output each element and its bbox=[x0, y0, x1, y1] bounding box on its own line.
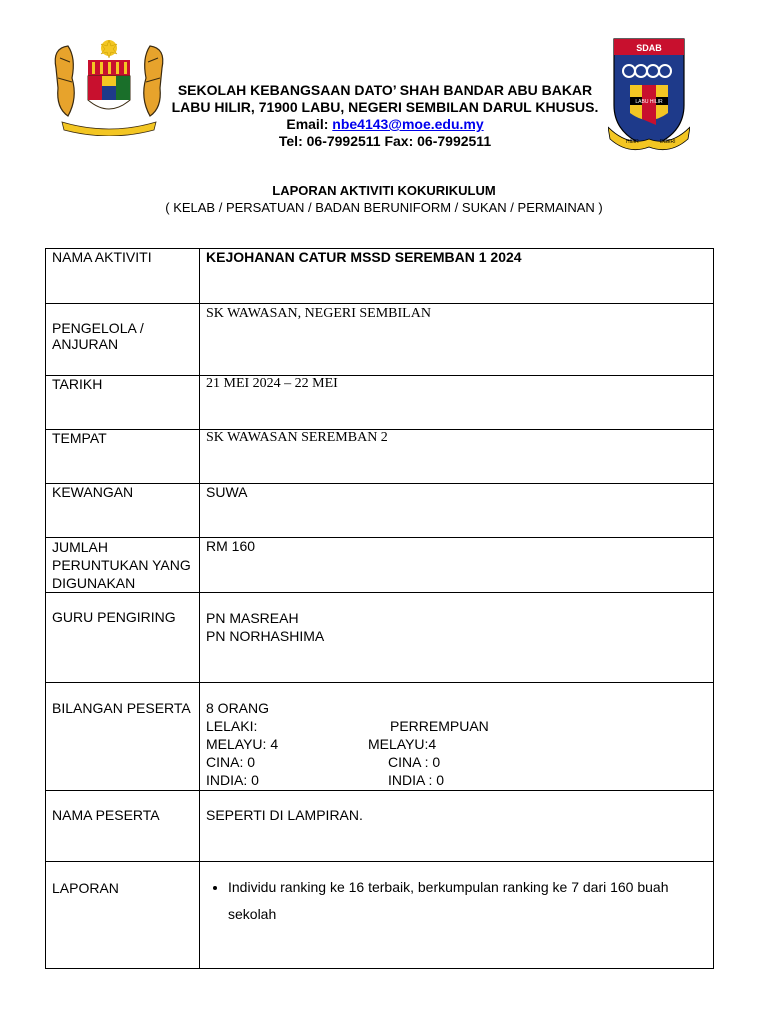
label-tarikh: TARIKH bbox=[46, 376, 200, 430]
svg-text:EGERI: EGERI bbox=[660, 139, 676, 145]
value-kewangan: SUWA bbox=[200, 484, 714, 538]
perempuan-heading: PERREMPUAN bbox=[390, 718, 489, 734]
table-row bbox=[46, 430, 714, 484]
label-tempat: TEMPAT bbox=[46, 430, 200, 484]
svg-text:LABU HILIR: LABU HILIR bbox=[635, 99, 663, 105]
report-title: LAPORAN AKTIVITI KOKURIKULUM bbox=[272, 183, 496, 198]
email-link[interactable]: nbe4143@moe.edu.my bbox=[332, 116, 484, 132]
school-crest-logo bbox=[608, 35, 690, 157]
report-subtitle: ( KELAB / PERSATUAN / BADAN BERUNIFORM / SUKAN / PERMAINAN ) bbox=[165, 200, 603, 215]
report-table bbox=[45, 248, 714, 969]
guru-2: PN NORHASHIMA bbox=[206, 628, 325, 644]
label-jumlah: JUMLAH PERUNTUKAN YANG DIGUNAKAN bbox=[46, 538, 200, 593]
school-address: LABU HILIR, 71900 LABU, NEGERI SEMBILAN DARUL KHUSUS. bbox=[171, 99, 599, 115]
value-nama-aktiviti: KEJOHANAN CATUR MSSD SEREMBAN 1 2024 bbox=[200, 249, 714, 304]
label-nama-aktiviti: NAMA AKTIVITI bbox=[46, 249, 200, 304]
label-pengelola: PENGELOLA / ANJURAN bbox=[46, 304, 200, 376]
value-nama-peserta: SEPERTI DI LAMPIRAN. bbox=[200, 791, 714, 862]
svg-text:HILIR: HILIR bbox=[626, 139, 639, 145]
email-label: Email: bbox=[286, 116, 333, 132]
label-nama-peserta: NAMA PESERTA bbox=[46, 791, 200, 862]
perempuan-cina: CINA : 0 bbox=[388, 754, 441, 770]
value-tarikh: 21 MEI 2024 – 22 MEI bbox=[200, 376, 714, 430]
value-tempat: SK WAWASAN SEREMBAN 2 bbox=[200, 430, 714, 484]
table-row bbox=[46, 538, 714, 593]
bilangan-total: 8 ORANG bbox=[206, 700, 270, 716]
label-kewangan: KEWANGAN bbox=[46, 484, 200, 538]
table-row bbox=[46, 862, 714, 969]
perempuan-melayu: MELAYU:4 bbox=[368, 736, 437, 752]
email-line bbox=[150, 116, 620, 132]
table-row bbox=[46, 304, 714, 376]
peserta-breakdown bbox=[206, 717, 707, 789]
laporan-list bbox=[206, 874, 707, 928]
lelaki-cina: CINA: 0 bbox=[206, 754, 256, 770]
school-name: SEKOLAH KEBANGSAAN DATO’ SHAH BANDAR ABU BAKAR bbox=[177, 82, 593, 98]
svg-text:SDAB: SDAB bbox=[636, 43, 662, 53]
label-guru: GURU PENGIRING bbox=[46, 593, 200, 683]
table-row bbox=[46, 593, 714, 683]
value-pengelola: SK WAWASAN, NEGERI SEMBILAN bbox=[200, 304, 714, 376]
table-row bbox=[46, 791, 714, 862]
table-row bbox=[46, 249, 714, 304]
value-jumlah: RM 160 bbox=[200, 538, 714, 593]
phone-line: Tel: 06-7992511 Fax: 06-7992511 bbox=[278, 133, 492, 149]
table-row bbox=[46, 484, 714, 538]
guru-1: PN MASREAH bbox=[206, 610, 299, 626]
lelaki-melayu: MELAYU: 4 bbox=[206, 736, 279, 752]
lelaki-heading: LELAKI: bbox=[206, 718, 258, 734]
perempuan-india: INDIA : 0 bbox=[388, 772, 445, 788]
table-row bbox=[46, 683, 714, 791]
lelaki-india: INDIA: 0 bbox=[206, 772, 259, 788]
table-row bbox=[46, 376, 714, 430]
label-laporan: LAPORAN bbox=[46, 862, 200, 969]
laporan-item: • Individu ranking ke 16 terbaik, berkumpulan ranking ke 7 dari 160 buah sekolah bbox=[228, 874, 707, 928]
label-bilangan: BILANGAN PESERTA bbox=[46, 683, 200, 791]
